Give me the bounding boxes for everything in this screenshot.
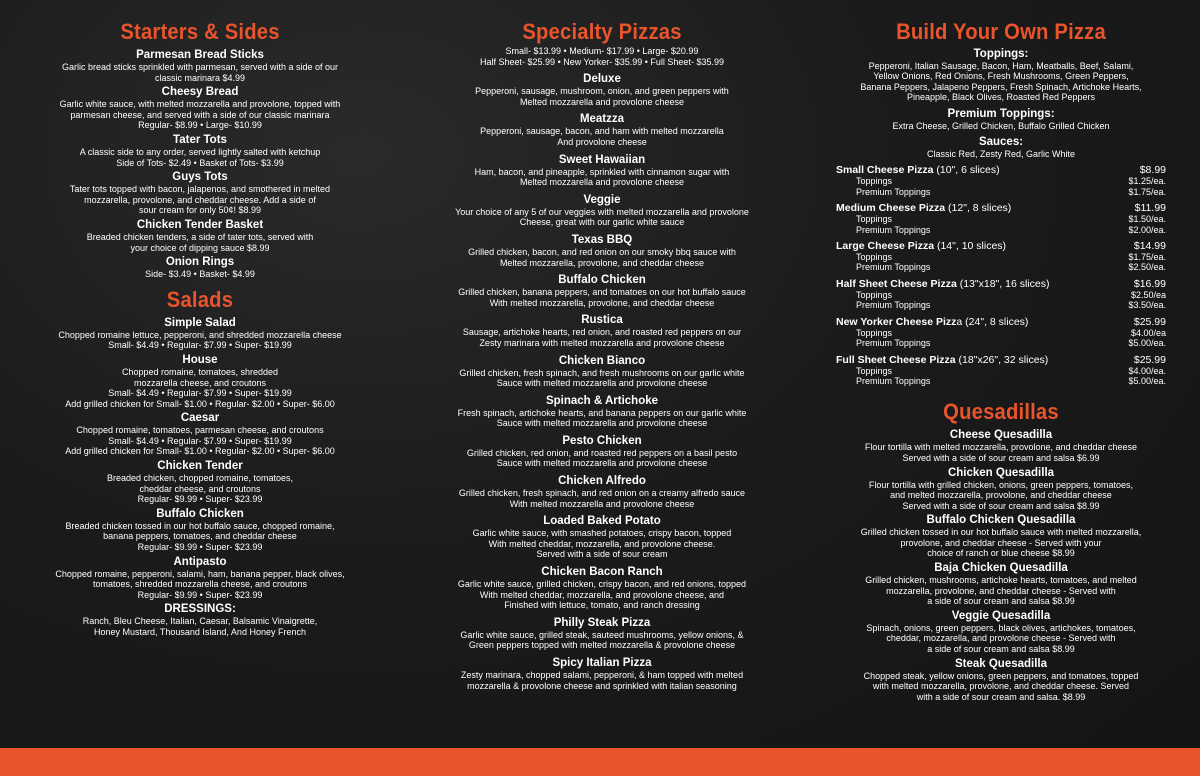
toppings-price: $2.50/ea — [1130, 289, 1166, 300]
item-description: Flour tortilla with grilled chicken, onions, green peppers, tomatoes, and melted mozzarella, provolone, and cheddar cheese Served with a side of sour cream and salsa $8.99 — [868, 479, 1134, 511]
menu-item — [414, 515, 790, 560]
item-name: Buffalo Chicken — [156, 507, 244, 520]
item-name: Caesar — [180, 412, 220, 425]
toppings-label: Toppings: — [973, 48, 1029, 60]
premium-price: $5.00/ea. — [1128, 375, 1166, 386]
item-name: Spicy Italian Pizza — [552, 657, 652, 669]
item-name: Chicken Quesadilla — [947, 466, 1055, 479]
premium-row-label: Premium Toppings — [856, 338, 931, 349]
size-name: Small Cheese Pizza — [836, 164, 934, 177]
size-block — [836, 240, 1166, 273]
item-description: Breaded chicken, chopped romaine, tomatoes, cheddar cheese, and croutons Regular- $9.99 • Super- $23.99 — [106, 473, 294, 505]
item-name: Antipasto — [173, 555, 227, 568]
dressings-list: Ranch, Bleu Cheese, Italian, Caesar, Balsamic Vinaigrette, Honey Mustard, Thousand Island, And Honey French — [82, 616, 318, 637]
size-price: $25.99 — [1133, 353, 1166, 366]
size-block — [836, 316, 1166, 349]
salads-list — [14, 317, 386, 638]
dressings-block — [14, 603, 386, 637]
toppings-row — [836, 176, 1166, 186]
item-description: Garlic white sauce, with smashed potatoes, crispy bacon, topped With melted cheddar, mozzarella, and provolone cheese. Served with a side of sour cream — [472, 528, 732, 560]
specialty-prices-line-1: Small- $13.99 • Medium- $17.99 • Large- $20.99 — [505, 46, 699, 56]
toppings-row — [836, 366, 1166, 376]
item-description: Spinach, onions, green peppers, black olives, artichokes, tomatoes, cheddar, mozzarella, and provolone cheese - Served with a side of sour cream and salsa $8.99 — [866, 622, 1136, 655]
size-name: New Yorker Cheese Pizz — [836, 315, 957, 328]
menu-item — [414, 435, 790, 469]
premium-row — [836, 262, 1166, 272]
size-detail: a (24", 8 slices) — [956, 315, 1029, 328]
premium-toppings-label: Premium Toppings: — [947, 107, 1055, 120]
toppings-row — [836, 252, 1166, 262]
item-description: Chopped romaine, pepperoni, salami, ham, banana pepper, black olives, tomatoes, shredded mozzarella cheese, and croutons Regular- $9.99 • Super- $23.99 — [55, 568, 345, 600]
item-description: Your choice of any 5 of our veggies with melted mozzarella and provolone Cheese, great with our garlic white sauce — [455, 206, 749, 228]
menu-item — [14, 256, 386, 280]
menu-item — [414, 475, 790, 509]
menu-item — [414, 395, 790, 429]
size-name: Large Cheese Pizza — [836, 240, 935, 253]
menu-item — [414, 314, 790, 348]
menu-item — [414, 566, 790, 611]
toppings-row — [836, 328, 1166, 338]
item-description: Chopped romaine, tomatoes, shredded mozzarella cheese, and croutons Small- $4.49 • Regular- $7.99 • Super- $19.99 Add grilled chicken for Small- $1.00 • Regular- $2.00 • Super- $6.00 — [65, 366, 335, 409]
specialty-prices-line-2: Half Sheet- $25.99 • New Yorker- $35.99 • Full Sheet- $35.99 — [480, 56, 724, 67]
starters-list — [14, 49, 386, 280]
size-price: $14.99 — [1133, 240, 1166, 253]
toppings-price: $1.75/ea. — [1128, 252, 1166, 263]
menu-item — [414, 617, 790, 651]
menu-item — [414, 73, 790, 107]
item-name: Steak Quesadilla — [954, 657, 1048, 670]
dressings-label: DRESSINGS: — [164, 603, 236, 616]
item-description: A classic side to any order, served lightly salted with ketchup Side of Tots- $2.49 • Basket of Tots- $3.99 — [79, 146, 321, 168]
sauces-list: Classic Red, Zesty Red, Garlic White — [926, 149, 1076, 160]
item-name: Simple Salad — [164, 316, 236, 329]
toppings-row-label: Toppings — [856, 252, 893, 263]
item-name: Chicken Bianco — [558, 354, 646, 367]
toppings-list: Pepperoni, Italian Sausage, Bacon, Ham, Meatballs, Beef, Salami, Yellow Onions, Red Onions, Fresh Mushrooms, Green Peppers, Banana Peppers, Jalapeno Peppers, Fresh Spinach, Artichoke Hearts, Pineapple, Black Olives, Roasted Red Peppers — [860, 61, 1142, 103]
item-name: Chicken Alfredo — [558, 475, 646, 488]
menu-item — [14, 171, 386, 216]
size-row — [836, 316, 1166, 328]
premium-row-label: Premium Toppings — [856, 224, 931, 235]
item-description: Zesty marinara, chopped salami, pepperoni, & ham topped with melted mozzarella & provolone cheese and sprinkled with italian seasoning — [460, 670, 744, 691]
item-name: Rustica — [581, 314, 623, 327]
size-detail: (18"x26", 32 slices) — [955, 353, 1049, 366]
item-description: Garlic white sauce, with melted mozzarella and provolone, topped with parmesan cheese, and served with a side of our classic marinara Regular- $8.99 • Large- $10.99 — [59, 99, 341, 131]
section-title-starters: Starters & Sides — [120, 19, 280, 44]
size-name: Half Sheet Cheese Pizza — [836, 277, 957, 290]
premium-price: $1.75/ea. — [1128, 186, 1166, 197]
item-name: Loaded Baked Potato — [543, 515, 661, 528]
section-title-specialty: Specialty Pizzas — [522, 19, 682, 44]
item-name: Philly Steak Pizza — [553, 616, 651, 629]
toppings-row — [836, 290, 1166, 300]
left-column — [14, 18, 386, 638]
item-name: Texas BBQ — [571, 233, 633, 246]
premium-row — [836, 376, 1166, 386]
item-description: Grilled chicken, fresh spinach, and red onion on a creamy alfredo sauce With melted mozzarella and provolone cheese — [458, 488, 746, 509]
item-name: Chicken Bacon Ranch — [541, 566, 663, 579]
item-description: Ham, bacon, and pineapple, sprinkled with cinnamon sugar with Melted mozzarella and provolone cheese — [474, 166, 730, 188]
menu-item — [14, 412, 386, 457]
menu-item — [836, 658, 1166, 703]
item-name: Veggie Quesadilla — [951, 609, 1051, 622]
toppings-row-label: Toppings — [856, 365, 893, 376]
item-name: Tater Tots — [173, 133, 227, 146]
item-description: Pepperoni, sausage, bacon, and ham with melted mozzarella And provolone cheese — [480, 126, 724, 147]
size-row — [836, 354, 1166, 366]
sauces-label: Sauces: — [978, 136, 1024, 149]
toppings-price: $4.00/ea — [1130, 327, 1166, 338]
item-description: Breaded chicken tenders, a side of tater tots, served with your choice of dipping sauce $8.99 — [86, 231, 314, 253]
premium-price: $2.00/ea. — [1128, 224, 1166, 235]
menu-item — [414, 274, 790, 308]
item-name: Cheese Quesadilla — [949, 429, 1053, 442]
item-name: Baja Chicken Quesadilla — [934, 562, 1068, 575]
menu-item — [414, 355, 790, 389]
toppings-row-label: Toppings — [856, 214, 893, 225]
premium-row-label: Premium Toppings — [856, 186, 931, 197]
toppings-row-label: Toppings — [856, 327, 893, 338]
premium-row — [836, 300, 1166, 310]
item-description: Side- $3.49 • Basket- $4.99 — [145, 269, 255, 280]
item-description: Tater tots topped with bacon, jalapenos, and smothered in melted mozzarella, provolone, and cheddar cheese. Add a side of sour cream for only 50¢! $8.99 — [69, 184, 331, 216]
item-name: Chicken Tender Basket — [136, 218, 264, 231]
quesadillas-list — [836, 429, 1166, 702]
item-name: Pesto Chicken — [562, 434, 642, 447]
item-name: Chicken Tender — [157, 460, 243, 473]
item-description: Pepperoni, sausage, mushroom, onion, and green peppers with Melted mozzarella and provolone cheese — [475, 86, 729, 107]
item-name: Onion Rings — [165, 256, 235, 269]
size-detail: (13"x18", 16 slices) — [956, 277, 1050, 290]
item-description: Fresh spinach, artichoke hearts, and banana peppers on our garlic white Sauce with melted mozzarella and provolone cheese — [457, 407, 747, 429]
menu-item — [14, 49, 386, 83]
section-title-quesadillas: Quesadillas — [943, 399, 1059, 425]
size-detail: (14", 10 slices) — [934, 240, 1007, 253]
toppings-row — [836, 214, 1166, 224]
item-name: Spinach & Artichoke — [545, 394, 659, 407]
item-description: Sausage, artichoke hearts, red onion, and roasted red peppers on our Zesty marinara with melted mozzarella and provolone cheese — [462, 327, 742, 348]
menu-item — [14, 317, 386, 351]
menu-item — [836, 562, 1166, 607]
premium-row-label: Premium Toppings — [856, 262, 931, 273]
menu-item — [414, 657, 790, 691]
size-detail: (10", 6 slices) — [933, 164, 1000, 177]
footer-accent-bar — [0, 748, 1200, 776]
size-price: $16.99 — [1133, 277, 1166, 290]
size-row — [836, 278, 1166, 290]
item-description: Grilled chicken, banana peppers, and tomatoes on our hot buffalo sauce With melted mozzarella, provolone, and cheddar cheese — [458, 287, 746, 308]
item-description: Grilled chicken tossed in our hot buffalo sauce with melted mozzarella, provolone, and cheddar cheese - Served with your choice of ranch or blue cheese $8.99 — [860, 527, 1142, 559]
menu-item — [14, 354, 386, 409]
item-name: Deluxe — [583, 73, 621, 86]
item-name: Guys Tots — [172, 171, 228, 184]
section-title-build-your-own: Build Your Own Pizza — [896, 19, 1106, 44]
item-description: Grilled chicken, mushrooms, artichoke hearts, tomatoes, and melted mozzarella, provolone, and cheddar cheese - Served with a side of sour cream and salsa $8.99 — [865, 575, 1137, 607]
item-name: Buffalo Chicken — [558, 274, 646, 287]
item-name: Veggie — [583, 193, 621, 206]
right-column — [836, 18, 1166, 702]
item-name: Sweet Hawaiian — [558, 153, 646, 166]
premium-row-label: Premium Toppings — [856, 300, 931, 311]
menu-item — [14, 508, 386, 553]
toppings-price: $4.00/ea. — [1128, 365, 1166, 376]
premium-price: $5.00/ea. — [1128, 338, 1166, 349]
menu-item — [14, 219, 386, 253]
menu-item — [14, 86, 386, 131]
item-description: Garlic bread sticks sprinkled with parmesan, served with a side of our classic marinara $4.99 — [61, 62, 339, 83]
section-title-salads: Salads — [166, 286, 234, 312]
item-name: Buffalo Chicken Quesadilla — [926, 514, 1076, 527]
toppings-price: $1.25/ea. — [1128, 176, 1166, 187]
premium-row — [836, 225, 1166, 235]
menu-item — [414, 234, 790, 268]
menu-item — [14, 134, 386, 168]
premium-price: $2.50/ea. — [1128, 262, 1166, 273]
menu-item — [414, 194, 790, 228]
size-block — [836, 354, 1166, 387]
pizza-sizes — [836, 164, 1166, 386]
specialty-list — [414, 73, 790, 691]
menu-item — [836, 514, 1166, 559]
menu-item — [836, 610, 1166, 655]
menu-item — [836, 467, 1166, 512]
item-name: Parmesan Bread Sticks — [136, 49, 264, 61]
item-description: Garlic white sauce, grilled steak, sauteed mushrooms, yellow onions, & Green peppers topped with melted mozzarella & provolone cheese — [460, 629, 744, 651]
item-name: Meatzza — [579, 113, 625, 126]
premium-price: $3.50/ea. — [1128, 300, 1166, 311]
menu-item — [14, 460, 386, 505]
item-description: Chopped romaine lettuce, pepperoni, and shredded mozzarella cheese Small- $4.49 • Regular- $7.99 • Super- $19.99 — [58, 329, 342, 351]
item-description: Garlic white sauce, grilled chicken, crispy bacon, and red onions, topped With melted cheddar, mozzarella, and provolone cheese, and Finished with lettuce, tomato, and ranch dressing — [457, 579, 747, 611]
toppings-row-label: Toppings — [856, 289, 893, 300]
menu-item — [836, 429, 1166, 463]
size-name: Medium Cheese Pizza — [836, 202, 946, 215]
premium-toppings-list: Extra Cheese, Grilled Chicken, Buffalo Grilled Chicken — [892, 120, 1110, 131]
size-block — [836, 164, 1166, 197]
middle-column — [414, 18, 790, 691]
item-description: Grilled chicken, red onion, and roasted red peppers on a basil pesto Sauce with melted mozzarella and provolone cheese — [466, 447, 738, 469]
size-row — [836, 202, 1166, 214]
toppings-row-label: Toppings — [856, 176, 893, 187]
size-detail: (12", 8 slices) — [945, 202, 1012, 215]
size-price: $25.99 — [1133, 315, 1166, 328]
size-name: Full Sheet Cheese Pizza — [836, 353, 956, 366]
item-name: House — [182, 353, 218, 366]
size-price: $11.99 — [1134, 202, 1166, 215]
size-row — [836, 164, 1166, 176]
menu-item — [414, 113, 790, 147]
item-description: Flour tortilla with melted mozzarella, provolone, and cheddar cheese Served with a side of sour cream and salsa $6.99 — [864, 442, 1138, 463]
menu-item — [414, 154, 790, 188]
item-description: Grilled chicken, fresh spinach, and fresh mushrooms on our garlic white Sauce with melted mozzarella and provolone cheese — [459, 367, 745, 389]
size-row — [836, 240, 1166, 252]
size-price: $8.99 — [1139, 164, 1166, 177]
premium-row — [836, 187, 1166, 197]
size-block — [836, 278, 1166, 311]
item-name: Cheesy Bread — [161, 86, 239, 99]
menu-item — [14, 556, 386, 601]
premium-row — [836, 338, 1166, 348]
premium-row-label: Premium Toppings — [856, 375, 931, 386]
item-description: Breaded chicken tossed in our hot buffalo sauce, chopped romaine, banana peppers, tomatoes, and cheddar cheese Regular- $9.99 • Super- $23.99 — [65, 520, 335, 553]
size-block — [836, 202, 1166, 235]
item-description: Grilled chicken, bacon, and red onion on our smoky bbq sauce with Melted mozzarella, provolone, and cheddar cheese — [468, 246, 736, 268]
item-description: Chopped steak, yellow onions, green peppers, and tomatoes, topped with melted mozzarella, provolone, and cheddar cheese. Served with a side of sour cream and salsa. $8.99 — [863, 670, 1139, 702]
toppings-price: $1.50/ea. — [1128, 214, 1166, 225]
item-description: Chopped romaine, tomatoes, parmesan cheese, and croutons Small- $4.49 • Regular- $7.99 • Super- $19.99 Add grilled chicken for Small- $1.00 • Regular- $2.00 • Super- $6.00 — [65, 425, 335, 457]
